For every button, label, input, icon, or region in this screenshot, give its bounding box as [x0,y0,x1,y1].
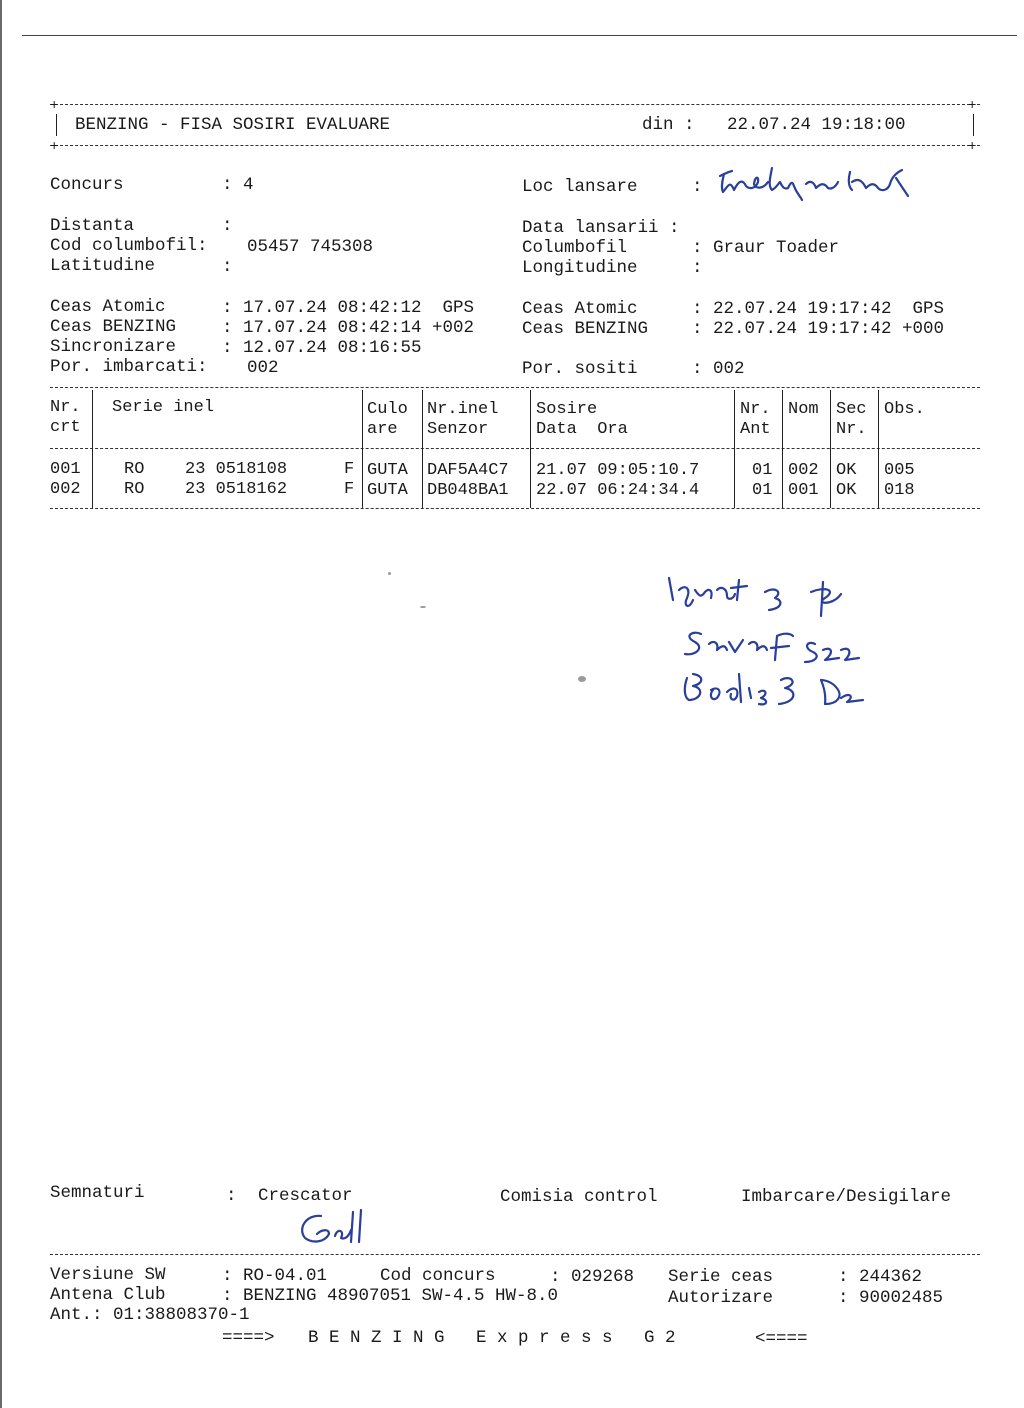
header-culoare-2: are [367,420,398,439]
sositi-label: Por. sositi [522,359,638,379]
row-senzor: DAF5A4C7 [427,461,509,480]
header-crt: crt [50,418,81,437]
concurs-value: : 4 [222,175,254,195]
crescator-signature [295,1208,375,1250]
col-divider [530,390,531,508]
row-nr: 002 [50,480,81,499]
cod-columbofil-label: Cod columbofil: [50,236,208,256]
header-obs: Obs. [884,400,925,419]
table-top-border [50,387,980,388]
ceas-atomic-2-label: Ceas Atomic [522,299,638,319]
row-sec: OK [836,481,857,500]
arrow-left: ====> [222,1328,275,1348]
versiune-sw-label: Versiune SW [50,1265,166,1285]
din-value: 22.07.24 19:18:00 [727,115,906,135]
serie-ceas-value: : 244362 [838,1267,923,1287]
row-sosire: 22.07 06:24:34.4 [536,481,700,500]
ceas-atomic-2-value: : 22.07.24 19:17:42 GPS [692,299,945,319]
table-header-border [50,448,980,449]
header-bottom-border [50,145,980,146]
versiune-sw-value: : RO-04.01 [222,1266,328,1286]
columbofil-value: : Graur Toader [692,238,840,258]
col-divider [92,390,93,508]
antena-club-value: : BENZING 48907051 SW-4.5 HW-8.0 [222,1286,559,1306]
header-sosire: Sosire [536,400,598,419]
ceas-benzing-2-value: : 22.07.24 19:17:42 +000 [692,319,945,339]
sositi-value: : 002 [692,359,745,379]
row-nom: 002 [788,461,819,480]
col-divider [830,390,831,508]
row-culoare: GUTA [367,461,408,480]
ceas-benzing-label: Ceas BENZING [50,317,177,337]
ceas-atomic-label: Ceas Atomic [50,297,166,317]
corner-plus: + [968,98,977,114]
sincronizare-label: Sincronizare [50,337,177,357]
header-nr: Nr. [50,398,81,417]
arrow-right: <==== [755,1329,808,1349]
semnaturi-label: Semnaturi [50,1183,145,1203]
longitudine-label: Longitudine [522,258,638,278]
loc-lansare-label: Loc lansare [522,177,638,197]
concurs-label: Concurs [50,175,124,195]
row-senzor: DB048BA1 [427,481,509,500]
scan-edge [0,0,2,1408]
cod-concurs-label: Cod concurs [380,1266,496,1286]
comisia-control-label: Comisia control [500,1187,658,1207]
footer-separator [50,1254,980,1255]
col-divider [362,390,363,508]
row-tara: RO [124,480,145,499]
distanta-value: : [222,216,233,236]
antena-club-label: Antena Club [50,1285,166,1305]
col-divider [734,390,735,508]
ant-line: Ant.: 01:38808370-1 [50,1305,250,1325]
corner-plus: + [50,139,59,155]
row-nom: 001 [788,481,819,500]
distanta-label: Distanta [50,216,135,236]
row-serie: 23 0518162 [185,480,288,499]
row-sec: OK [836,461,857,480]
scan-speck [578,676,586,682]
header-senzor: Senzor [427,420,489,439]
row-culoare: GUTA [367,481,408,500]
longitudine-value: : [692,258,703,278]
header-right-bar [973,114,974,136]
semnaturi-colon: : [226,1186,237,1206]
imbarcati-value: 002 [247,358,279,378]
header-sec-nr: Nr. [836,420,867,439]
columbofil-label: Columbofil [522,238,628,258]
data-lansarii-label: Data lansarii : [522,218,680,238]
header-nr-inel: Nr.inel [427,400,499,419]
cod-concurs-value: : 029268 [550,1267,635,1287]
autorizare-value: : 90002485 [838,1288,944,1308]
header-sec: Sec [836,400,867,419]
row-ant: 01 [752,481,773,500]
header-culoare: Culo [367,400,408,419]
latitudine-value: : [222,257,233,277]
ceas-benzing-value: : 17.07.24 08:42:14 +002 [222,318,475,338]
loc-lansare-colon: : [692,177,703,197]
loc-lansare-handwriting [712,162,937,206]
header-serie-inel: Serie inel [112,398,215,417]
express-title: BENZING Express G2 [308,1328,687,1348]
row-obs: 018 [884,481,915,500]
ceas-benzing-2-label: Ceas BENZING [522,319,649,339]
row-sex: F [344,480,355,499]
header-nom: Nom [788,400,819,419]
handwritten-notes [665,570,885,725]
cod-columbofil-value: 05457 745308 [247,237,374,257]
scan-speck [388,572,391,575]
crescator-label: Crescator [258,1186,353,1206]
row-sosire: 21.07 09:05:10.7 [536,461,700,480]
row-ant: 01 [752,461,773,480]
corner-plus: + [968,139,977,155]
latitudine-label: Latitudine [50,256,156,276]
header-left-bar [56,114,57,136]
col-divider [878,390,879,508]
header-nr-ant: Nr. [740,400,771,419]
row-nr: 001 [50,460,81,479]
imbarcati-label: Por. imbarcati: [50,357,208,377]
row-tara: RO [124,460,145,479]
ceas-atomic-value: : 17.07.24 08:42:12 GPS [222,298,475,318]
header-data-ora: Data Ora [536,420,628,439]
table-bottom-border [50,508,980,509]
header-ant: Ant [740,420,771,439]
autorizare-label: Autorizare [668,1288,774,1308]
col-divider [422,390,423,508]
sincronizare-value: : 12.07.24 08:16:55 [222,338,422,358]
serie-ceas-label: Serie ceas [668,1267,774,1287]
scan-speck [420,606,426,608]
row-serie: 23 0518108 [185,460,288,479]
row-sex: F [344,460,355,479]
top-rule [22,35,1017,36]
row-obs: 005 [884,461,915,480]
corner-plus: + [50,98,59,114]
header-top-border [50,104,980,105]
din-label: din : [642,115,695,135]
page-title: BENZING - FISA SOSIRI EVALUARE [75,115,391,135]
imbarcare-label: Imbarcare/Desigilare [741,1187,952,1207]
col-divider [782,390,783,508]
